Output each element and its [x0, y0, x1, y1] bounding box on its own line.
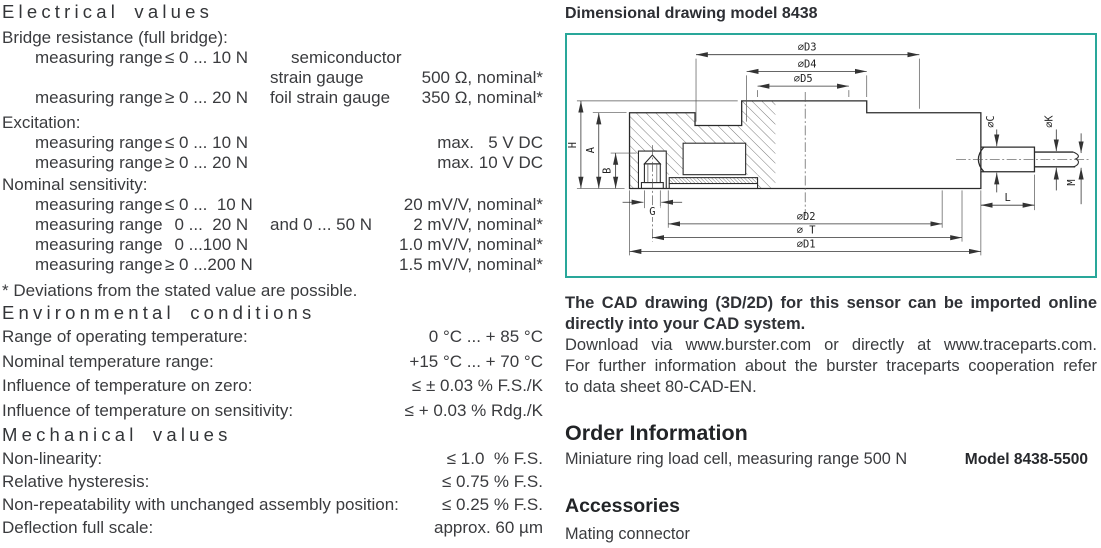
spec-label: measuring range: [35, 215, 163, 234]
order-description: Miniature ring load cell, measuring range 500 N: [565, 450, 908, 468]
spec-desc: semiconductor: [291, 48, 402, 67]
mech-label: Deflection full scale:: [2, 518, 154, 538]
spec-desc: strain gauge: [270, 68, 364, 87]
spec-label: measuring range: [35, 48, 163, 67]
drawing-frame: [565, 33, 1097, 278]
dim-label-b: B: [601, 167, 614, 174]
specs-column: [2, 0, 543, 539]
spec-row: [2, 235, 543, 255]
spec-desc: [265, 133, 270, 153]
dim-label-d2: ∅D2: [796, 210, 816, 223]
spec-value: 1.5 mV/V, nominal*: [399, 255, 543, 274]
spec-desc: [265, 195, 270, 215]
env-label: Range of operating temperature:: [2, 327, 248, 346]
dim-label-h: H: [567, 142, 579, 149]
spec-row: [2, 88, 543, 108]
spec-value: max. 10 V DC: [437, 153, 543, 172]
spec-label: measuring range: [35, 255, 163, 274]
spec-range: ≥ 0 ...200 N: [165, 255, 253, 274]
mech-value: ≤ 0.75 % F.S.: [442, 472, 543, 492]
spec-desc: and 0 ... 50 N: [270, 215, 373, 234]
spec-label: measuring range: [35, 235, 163, 254]
drawing-heading: Dimensional drawing model 8438: [565, 5, 818, 22]
spec-value: 20 mV/V, nominal*: [403, 195, 543, 214]
spec-range: 0 ...100 N: [165, 235, 249, 254]
env-row: [2, 350, 543, 375]
section-heading-electrical: Electrical values: [2, 1, 214, 22]
mech-row: [2, 470, 543, 493]
spec-range: ≤ 0 ... 10 N: [165, 195, 253, 214]
mech-label: Relative hysteresis:: [2, 472, 150, 492]
spec-desc: foil strain gauge: [270, 88, 391, 107]
dim-label-d4: ∅D4: [797, 58, 817, 71]
order-information-heading: Order Information: [565, 421, 748, 445]
section-heading-mechanical: Mechanical values: [2, 424, 232, 446]
cad-line5: to data sheet 80-CAD-EN.: [565, 378, 757, 396]
spec-value: 500 Ω, nominal*: [421, 68, 543, 87]
dim-label-d3: ∅D3: [797, 41, 817, 54]
dim-label-k: ∅K: [1043, 115, 1056, 128]
env-row: [2, 399, 543, 424]
spec-row: [2, 153, 543, 173]
spec-label: measuring range: [35, 133, 163, 152]
section-heading-environmental: Environmental conditions: [2, 302, 316, 323]
spec-label: measuring range: [35, 88, 163, 107]
spec-label: [2, 68, 165, 88]
deviations-footnote: * Deviations from the stated value are possible.: [2, 281, 358, 300]
dim-label-t: ∅ T: [796, 224, 816, 237]
order-model-number: Model 8438-5500: [964, 451, 1088, 468]
spec-label: measuring range: [35, 195, 163, 214]
gauge-cavity: [683, 143, 746, 174]
spec-row: [2, 215, 543, 235]
spec-range: ≥ 0 ... 20 N: [165, 88, 249, 107]
mech-row: [2, 493, 543, 516]
spec-row: [2, 133, 543, 153]
bridge-resistance-title: Bridge resistance (full bridge):: [2, 28, 228, 47]
sensitivity-title: Nominal sensitivity:: [2, 175, 148, 194]
cad-bold-line2: directly into your CAD system.: [565, 315, 806, 333]
mech-row: [2, 447, 543, 470]
spec-range: ≤ 0 ... 10 N: [165, 48, 249, 67]
spec-range: ≥ 0 ... 20 N: [165, 153, 249, 172]
env-value: ≤ ± 0.03 % F.S./K: [411, 376, 543, 396]
spec-value: 2 mV/V, nominal*: [413, 215, 543, 234]
spec-row: [2, 195, 543, 215]
env-value: ≤ + 0.03 % Rdg./K: [404, 400, 543, 420]
dim-label-g: G: [649, 206, 656, 218]
dim-label-m: M: [1066, 179, 1079, 186]
spec-label: measuring range: [35, 153, 163, 172]
env-value: +15 °C ... + 70 °C: [409, 351, 543, 371]
mech-value: approx. 60 µm: [433, 518, 543, 538]
spec-value: 1.0 mV/V, nominal*: [399, 235, 543, 254]
spec-row: [2, 48, 543, 68]
mech-label: Non-linearity:: [2, 449, 103, 469]
cad-line4: For further information about the burster traceparts cooperation refer: [565, 357, 1097, 375]
dim-label-c: ∅C: [984, 115, 997, 128]
spec-row: [2, 255, 543, 275]
spec-value: max. 5 V DC: [437, 133, 543, 152]
spec-desc: [265, 153, 270, 173]
spec-row: [2, 68, 543, 88]
diaphragm-steps: [669, 184, 757, 189]
mech-value: ≤ 1.0 % F.S.: [446, 449, 543, 469]
order-row: [565, 449, 1097, 470]
dim-label-d5: ∅D5: [793, 73, 813, 86]
dim-label-d1: ∅D1: [796, 238, 816, 251]
spec-range: 0 ... 20 N: [165, 215, 249, 234]
diaphragm-hatch: [669, 178, 757, 184]
mech-value: ≤ 0.25 % F.S.: [442, 495, 543, 515]
env-label: Influence of temperature on zero:: [2, 376, 253, 396]
mech-row: [2, 516, 543, 539]
dim-label-l: L: [1004, 192, 1011, 205]
spec-range: [165, 68, 265, 88]
env-row: [2, 325, 543, 350]
spec-value: 350 Ω, nominal*: [421, 88, 543, 107]
accessories-heading: Accessories: [565, 495, 680, 517]
spec-desc: [265, 255, 270, 275]
dimensional-drawing-svg: [567, 35, 1095, 276]
spec-desc: [265, 235, 270, 255]
section-hatch: [630, 101, 776, 189]
env-label: Nominal temperature range:: [2, 351, 214, 371]
env-value: 0 °C ... + 85 °C: [428, 327, 543, 346]
spec-range: ≤ 0 ... 10 N: [165, 133, 249, 152]
dim-label-a: A: [584, 146, 597, 154]
excitation-title: Excitation:: [2, 113, 81, 132]
accessory-item: Mating connector: [565, 525, 690, 543]
cad-bold-line1: The CAD drawing (3D/2D) for this sensor can be imported online: [565, 294, 1097, 312]
env-row: [2, 374, 543, 399]
mech-label: Non-repeatability with unchanged assembly position:: [2, 495, 399, 515]
cad-line3: Download via www.burster.com or directly at www.traceparts.com.: [565, 336, 1097, 354]
env-label: Influence of temperature on sensitivity:: [2, 400, 294, 420]
cad-note: [565, 293, 1097, 398]
